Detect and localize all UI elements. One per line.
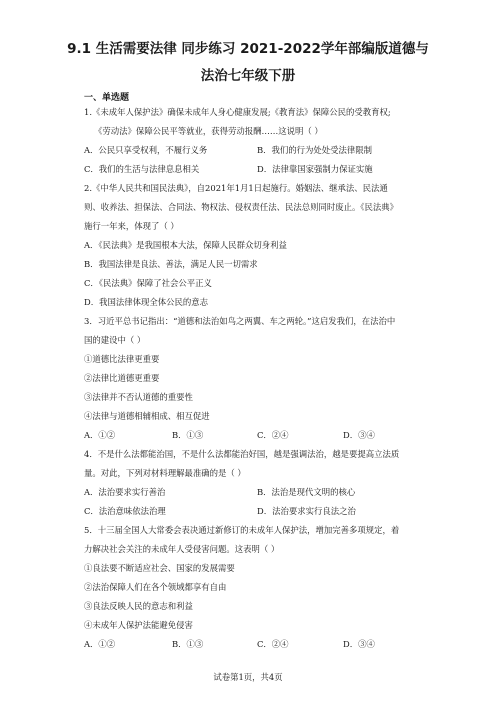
q3-option-d: D．③④ xyxy=(343,430,375,440)
q1-option-b: B．我们的行为处处受法律限制 xyxy=(257,145,373,155)
section-heading: 一、单选题 xyxy=(84,93,130,103)
q5-stem-line2: 力解决社会关注的未成年人受侵害问题。这表明（ ） xyxy=(84,544,280,554)
q3-stem-line1: 3．习近平总书记指出：“道德和法治如鸟之两翼、车之两轮。”这启发我们，在法治中 xyxy=(84,316,396,326)
q3-option-a: A．①② xyxy=(84,430,116,440)
q5-option-a: A．①② xyxy=(84,639,116,649)
q1-stem-line1: 1.《未成年人保护法》确保未成年人身心健康发展;《教育法》保障公民的受教育权; xyxy=(84,107,391,117)
q3-statement-1: ①道德比法律更重要 xyxy=(84,354,160,364)
document-title-line1: 9.1 生活需要法律 同步练习 2021-2022学年部编版道德与 xyxy=(67,41,429,57)
document-title-line2: 法治七年级下册 xyxy=(200,68,296,84)
q5-option-b: B．①③ xyxy=(172,639,204,649)
q4-option-a: A．法治要求实行善治 xyxy=(84,487,166,497)
q4-option-b: B．法治是现代文明的核心 xyxy=(257,487,356,497)
q3-statement-3: ③法律并不否认道德的重要性 xyxy=(84,392,193,402)
q3-stem-line2: 国的建设中（ ） xyxy=(84,335,146,345)
q3-option-b: B．①③ xyxy=(172,430,204,440)
q2-option-d: D．我国法律体现全体公民的意志 xyxy=(84,297,208,307)
q2-stem-line2: 则、收养法、担保法、合同法、物权法、侵权责任法、民法总则同时废止。《民法典》 xyxy=(84,202,399,212)
page-footer: 试卷第1页，共4页 xyxy=(213,672,283,682)
q3-statement-4: ④法律与道德相辅相成、相互促进 xyxy=(84,411,210,421)
q2-option-b: B．我国法律是良法、善法，满足人民一切需求 xyxy=(84,259,258,269)
q3-option-c: C．②④ xyxy=(257,430,289,440)
q5-statement-4: ④未成年人保护法能避免侵害 xyxy=(84,620,193,630)
q5-statement-2: ②法治保障人们在各个领域都享有自由 xyxy=(84,582,227,592)
q2-option-c: C．《民法典》保障了社会公平正义 xyxy=(84,278,212,288)
q5-option-d: D．③④ xyxy=(343,639,375,649)
q5-option-c: C．②④ xyxy=(257,639,289,649)
q5-statement-1: ①良法要不断适应社会、国家的发展需要 xyxy=(84,563,235,573)
q3-statement-2: ②法律比道德更重要 xyxy=(84,373,160,383)
q4-option-c: C．法治意味依法治理 xyxy=(84,506,166,516)
q4-option-d: D．法治要求实行良法之治 xyxy=(257,506,356,516)
q4-stem-line2: 量。对此，下列对材料理解最准确的是（ ） xyxy=(84,468,246,478)
q4-stem-line1: 4．不是什么法都能治国，不是什么法都能治好国，越是强调法治，越是要提高立法质 xyxy=(84,449,400,459)
q1-option-a: A．公民只享受权利，不履行义务 xyxy=(84,145,208,155)
q2-option-a: A．《民法典》是我国根本大法，保障人民群众切身利益 xyxy=(84,240,287,250)
q1-stem-line2: 《劳动法》保障公民平等就业，获得劳动报酬……这说明（ ） xyxy=(94,126,323,136)
q2-stem-line3: 施行一年来，体现了（ ） xyxy=(84,221,179,231)
q5-statement-3: ③良法反映人民的意志和利益 xyxy=(84,601,193,611)
q1-option-c: C．我们的生活与法律息息相关 xyxy=(84,164,200,174)
q2-stem-line1: 2.《中华人民共和国民法典》，自2021年1月1日起施行。婚姻法、继承法、民法通 xyxy=(84,183,388,193)
q5-stem-line1: 5．十三届全国人大常委会表决通过新修订的未成年人保护法，增加完善多项规定，着 xyxy=(84,525,400,535)
q1-option-d: D．法律靠国家强制力保证实施 xyxy=(257,164,373,174)
